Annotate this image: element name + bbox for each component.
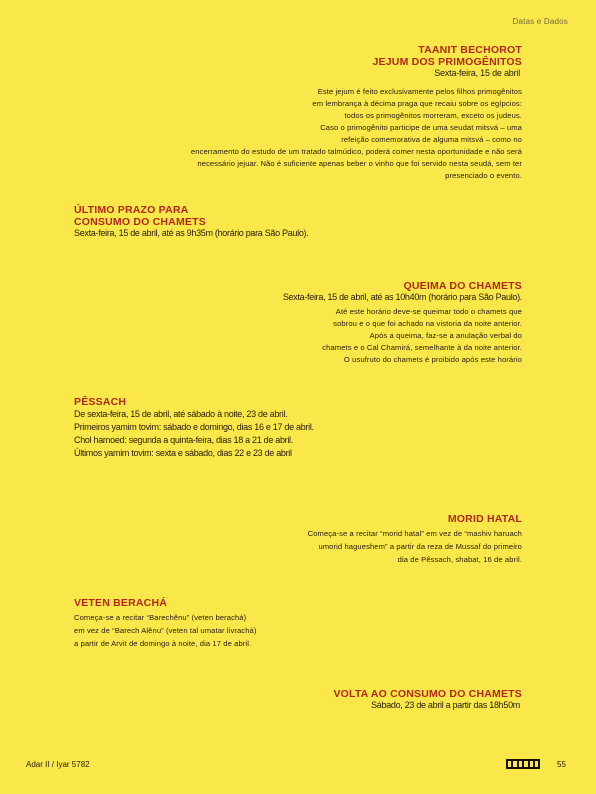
magazine-logo-mark bbox=[506, 758, 540, 770]
volta-section bbox=[122, 688, 522, 712]
ultimo-title-1: ÚLTIMO PRAZO PARA bbox=[74, 204, 189, 216]
taanit-line: todos os primogênitos morreram, exceto os judeus. bbox=[344, 111, 522, 120]
taanit-line: em lembrança à décima praga que recaiu sobre os egípcios: bbox=[312, 99, 522, 108]
taanit-line: encerramento do estudo de um tratado talmúdico, poderá comer nesta oportunidade e não será bbox=[190, 147, 522, 156]
queima-line: Após a queima, faz-se a anulação verbal do bbox=[369, 331, 522, 340]
pessach-line: De sexta-feira, 15 de abril, até sábado à noite, 23 de abril. bbox=[74, 409, 288, 419]
taanit-title-1: TAANIT BECHOROT bbox=[418, 44, 522, 56]
queima-line: Até este horário deve-se queimar todo o chamets que bbox=[335, 307, 522, 316]
morid-line: dia de Pêssach, shabat, 16 de abril. bbox=[397, 555, 522, 564]
footer-issue: Adar II / Iyar 5782 bbox=[26, 760, 90, 769]
veten-title: VETEN BERACHÁ bbox=[74, 597, 168, 609]
queima-body bbox=[122, 306, 522, 366]
section-label: Datas e Dados bbox=[512, 17, 568, 26]
taanit-section bbox=[42, 44, 522, 79]
veten-body bbox=[74, 611, 474, 650]
queima-line: sobrou e o que foi achado na vistoria da noite anterior. bbox=[333, 319, 522, 328]
magazine-logo bbox=[506, 758, 540, 770]
morid-body bbox=[122, 527, 522, 566]
taanit-line: refeição comemorativa de alguma mitsvá – como no bbox=[341, 135, 522, 144]
morid-title: MORID HATAL bbox=[447, 513, 522, 525]
morid-line: Começa-se a recitar “morid hatal” em vez de “mashiv haruach bbox=[307, 529, 522, 538]
taanit-date: Sexta-feira, 15 de abril bbox=[434, 68, 520, 78]
queima-section bbox=[122, 280, 522, 304]
queima-line: chamets e o Cal Chamirá, semelhante à da noite anterior. bbox=[322, 343, 522, 352]
taanit-line: presenciado o evento. bbox=[445, 171, 522, 180]
queima-line: O usufruto do chamets é proibido após este horário bbox=[343, 355, 522, 364]
morid-line: umorid hagueshem” a partir da reza de Mussaf do primeiro bbox=[318, 542, 522, 551]
ultimo-section bbox=[74, 204, 474, 240]
veten-line: a partir de Arvit de domingo à noite, dia 17 de abril. bbox=[74, 639, 252, 648]
veten-line: Começa-se a recitar “Barechênu” (veten berachá) bbox=[74, 613, 247, 622]
pessach-line: Chol hamoed: segunda a quinta-feira, dias 18 a 21 de abril. bbox=[74, 435, 293, 445]
taanit-body bbox=[22, 86, 522, 182]
taanit-title-2: JEJUM DOS PRIMOGÊNITOS bbox=[372, 56, 522, 68]
taanit-line: Caso o primogênito participe de uma seudat mitsvá – uma bbox=[320, 123, 522, 132]
ultimo-line: Sexta-feira, 15 de abril, até as 9h35m (horário para São Paulo). bbox=[74, 228, 309, 238]
queima-date: Sexta-feira, 15 de abril, até as 10h40m (horário para São Paulo). bbox=[282, 292, 522, 302]
pessach-title: PÊSSACH bbox=[74, 396, 127, 408]
pessach-line: Primeiros yamim tovim: sábado e domingo, dias 16 e 17 de abril. bbox=[74, 422, 314, 432]
queima-title: QUEIMA DO CHAMETS bbox=[403, 280, 522, 292]
ultimo-title-2: CONSUMO DO CHAMETS bbox=[74, 216, 206, 228]
volta-title: VOLTA AO CONSUMO DO CHAMETS bbox=[333, 688, 522, 700]
page-number: 55 bbox=[557, 760, 566, 769]
taanit-line: Este jejum é feito exclusivamente pelos filhos primogênitos bbox=[317, 87, 522, 96]
taanit-line: necessário jejuar. Não é suficiente apenas beber o vinho que foi servido nesta seudá, sem ter bbox=[197, 159, 522, 168]
volta-date: Sábado, 23 de abril a partir das 18h50m bbox=[371, 700, 520, 710]
pessach-line: Últimos yamim tovim: sexta e sábado, dias 22 e 23 de abril bbox=[74, 448, 292, 458]
pessach-section bbox=[74, 396, 474, 460]
veten-line: em vez de “Barech Alênu” (veten tal umatar livrachá) bbox=[74, 626, 257, 635]
morid-section bbox=[122, 513, 522, 525]
veten-section bbox=[74, 597, 474, 609]
